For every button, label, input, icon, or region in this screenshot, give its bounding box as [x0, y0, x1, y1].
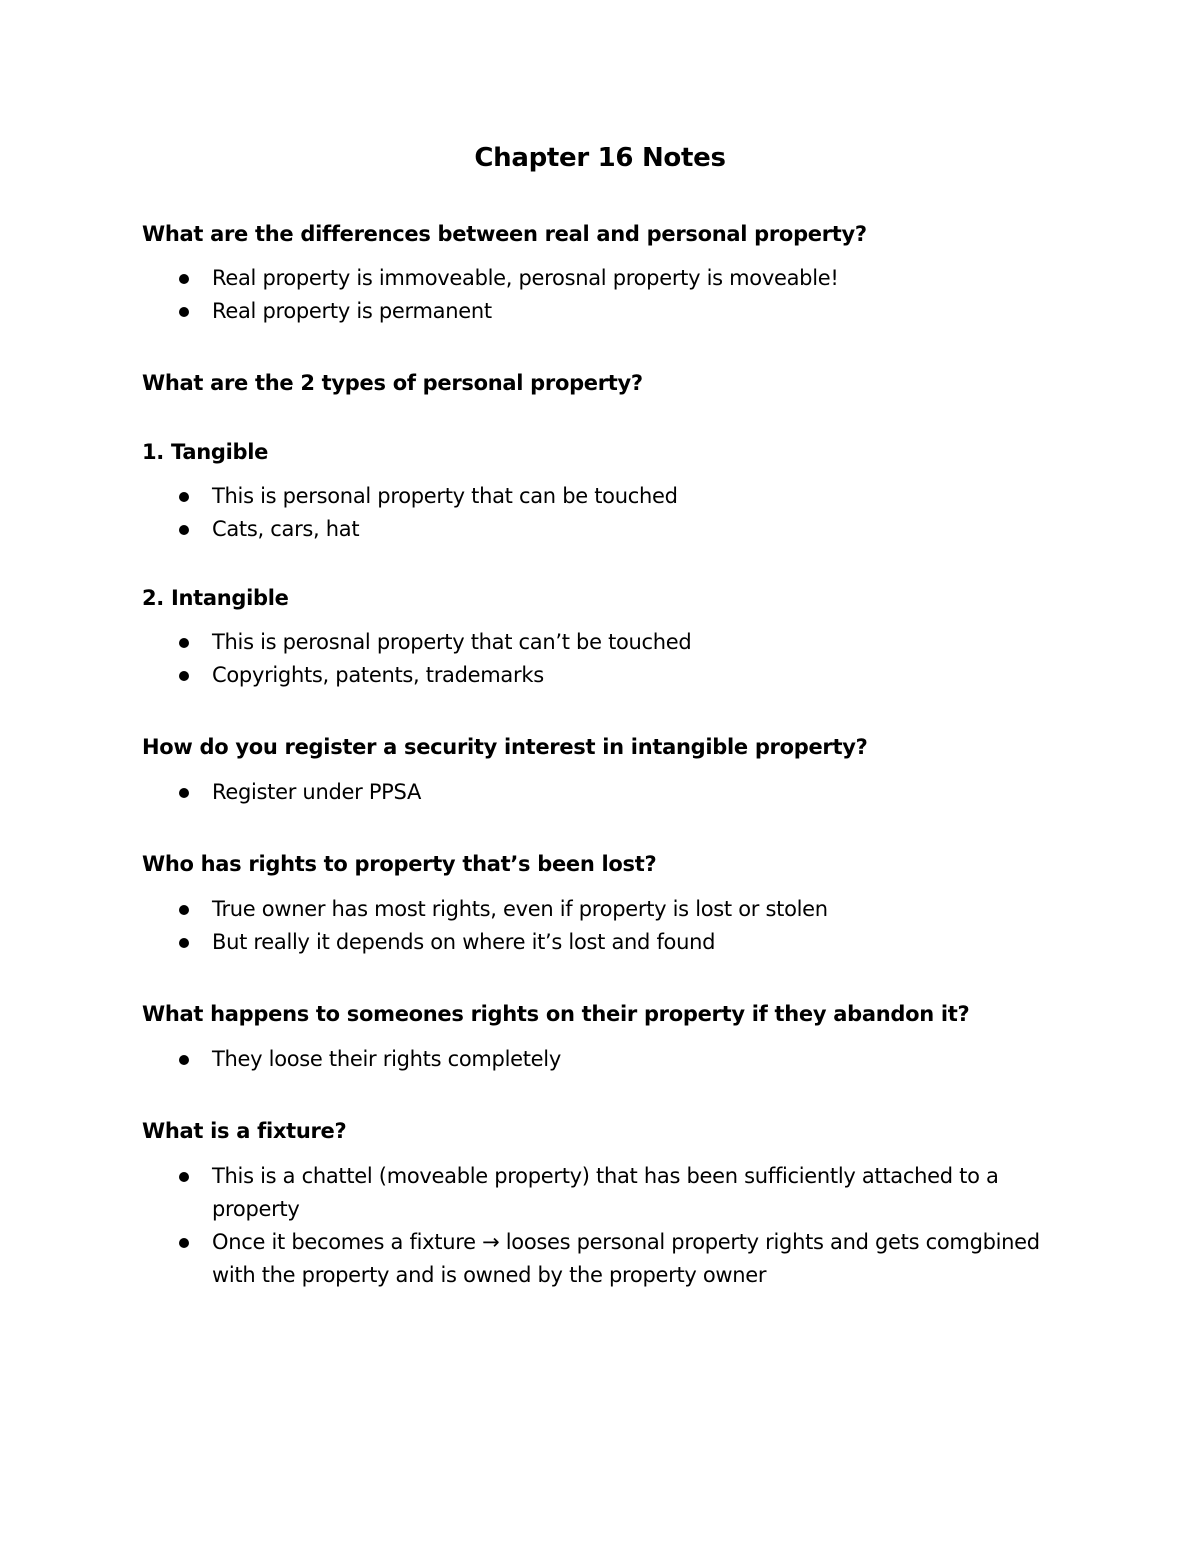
question-heading: Who has rights to property that’s been lost?	[142, 852, 657, 876]
question-heading: How do you register a security interest in intangible property?	[142, 735, 868, 759]
list-item	[142, 513, 1072, 546]
list-item	[142, 893, 1072, 926]
list-item	[142, 776, 1072, 809]
bullet-list	[142, 262, 1072, 328]
list-item	[142, 262, 1072, 295]
list-item	[142, 626, 1072, 659]
subheading-tangible: 1. Tangible	[142, 440, 269, 464]
question-heading: What are the differences between real and personal property?	[142, 222, 867, 246]
bullet-list	[142, 480, 1072, 546]
list-item-text: True owner has most rights, even if property is lost or stolen	[212, 897, 828, 921]
list-item-text: Once it becomes a fixture → looses personal property rights and gets comgbined with the property and is owned by the property owner	[212, 1230, 1040, 1287]
list-item-text: Copyrights, patents, trademarks	[212, 663, 544, 687]
list-item	[142, 926, 1072, 959]
list-item-text: Real property is permanent	[212, 299, 492, 323]
bullet-list	[142, 1160, 1072, 1292]
list-item	[142, 659, 1072, 692]
list-item	[142, 1043, 1072, 1076]
bullet-list	[142, 626, 1072, 692]
bullet-icon	[179, 1172, 189, 1182]
bullet-list	[142, 776, 1072, 809]
list-item-text: But really it depends on where it’s lost and found	[212, 930, 716, 954]
list-item-text: Real property is immoveable, perosnal property is moveable!	[212, 266, 839, 290]
list-item-text: This is perosnal property that can’t be touched	[212, 630, 692, 654]
bullet-list	[142, 1043, 1072, 1076]
bullet-icon	[179, 1055, 189, 1065]
bullet-icon	[179, 638, 189, 648]
bullet-icon	[179, 938, 189, 948]
bullet-icon	[179, 788, 189, 798]
list-item	[142, 1160, 1072, 1226]
page-title: Chapter 16 Notes	[474, 143, 726, 173]
list-item-text: This is a chattel (moveable property) that has been sufficiently attached to a property	[212, 1164, 999, 1221]
list-item-text: Register under PPSA	[212, 780, 422, 804]
bullet-list	[142, 893, 1072, 959]
question-heading: What is a fixture?	[142, 1119, 347, 1143]
bullet-icon	[179, 1238, 189, 1248]
question-heading: What are the 2 types of personal property?	[142, 371, 643, 395]
list-item-text: This is personal property that can be touched	[212, 484, 678, 508]
list-item-text: Cats, cars, hat	[212, 517, 360, 541]
bullet-icon	[179, 905, 189, 915]
list-item	[142, 1226, 1072, 1292]
bullet-icon	[179, 492, 189, 502]
bullet-icon	[179, 671, 189, 681]
bullet-icon	[179, 307, 189, 317]
bullet-icon	[179, 525, 189, 535]
list-item-text: They loose their rights completely	[212, 1047, 561, 1071]
bullet-icon	[179, 274, 189, 284]
list-item	[142, 480, 1072, 513]
question-heading: What happens to someones rights on their property if they abandon it?	[142, 1002, 970, 1026]
list-item	[142, 295, 1072, 328]
subheading-intangible: 2. Intangible	[142, 586, 289, 610]
